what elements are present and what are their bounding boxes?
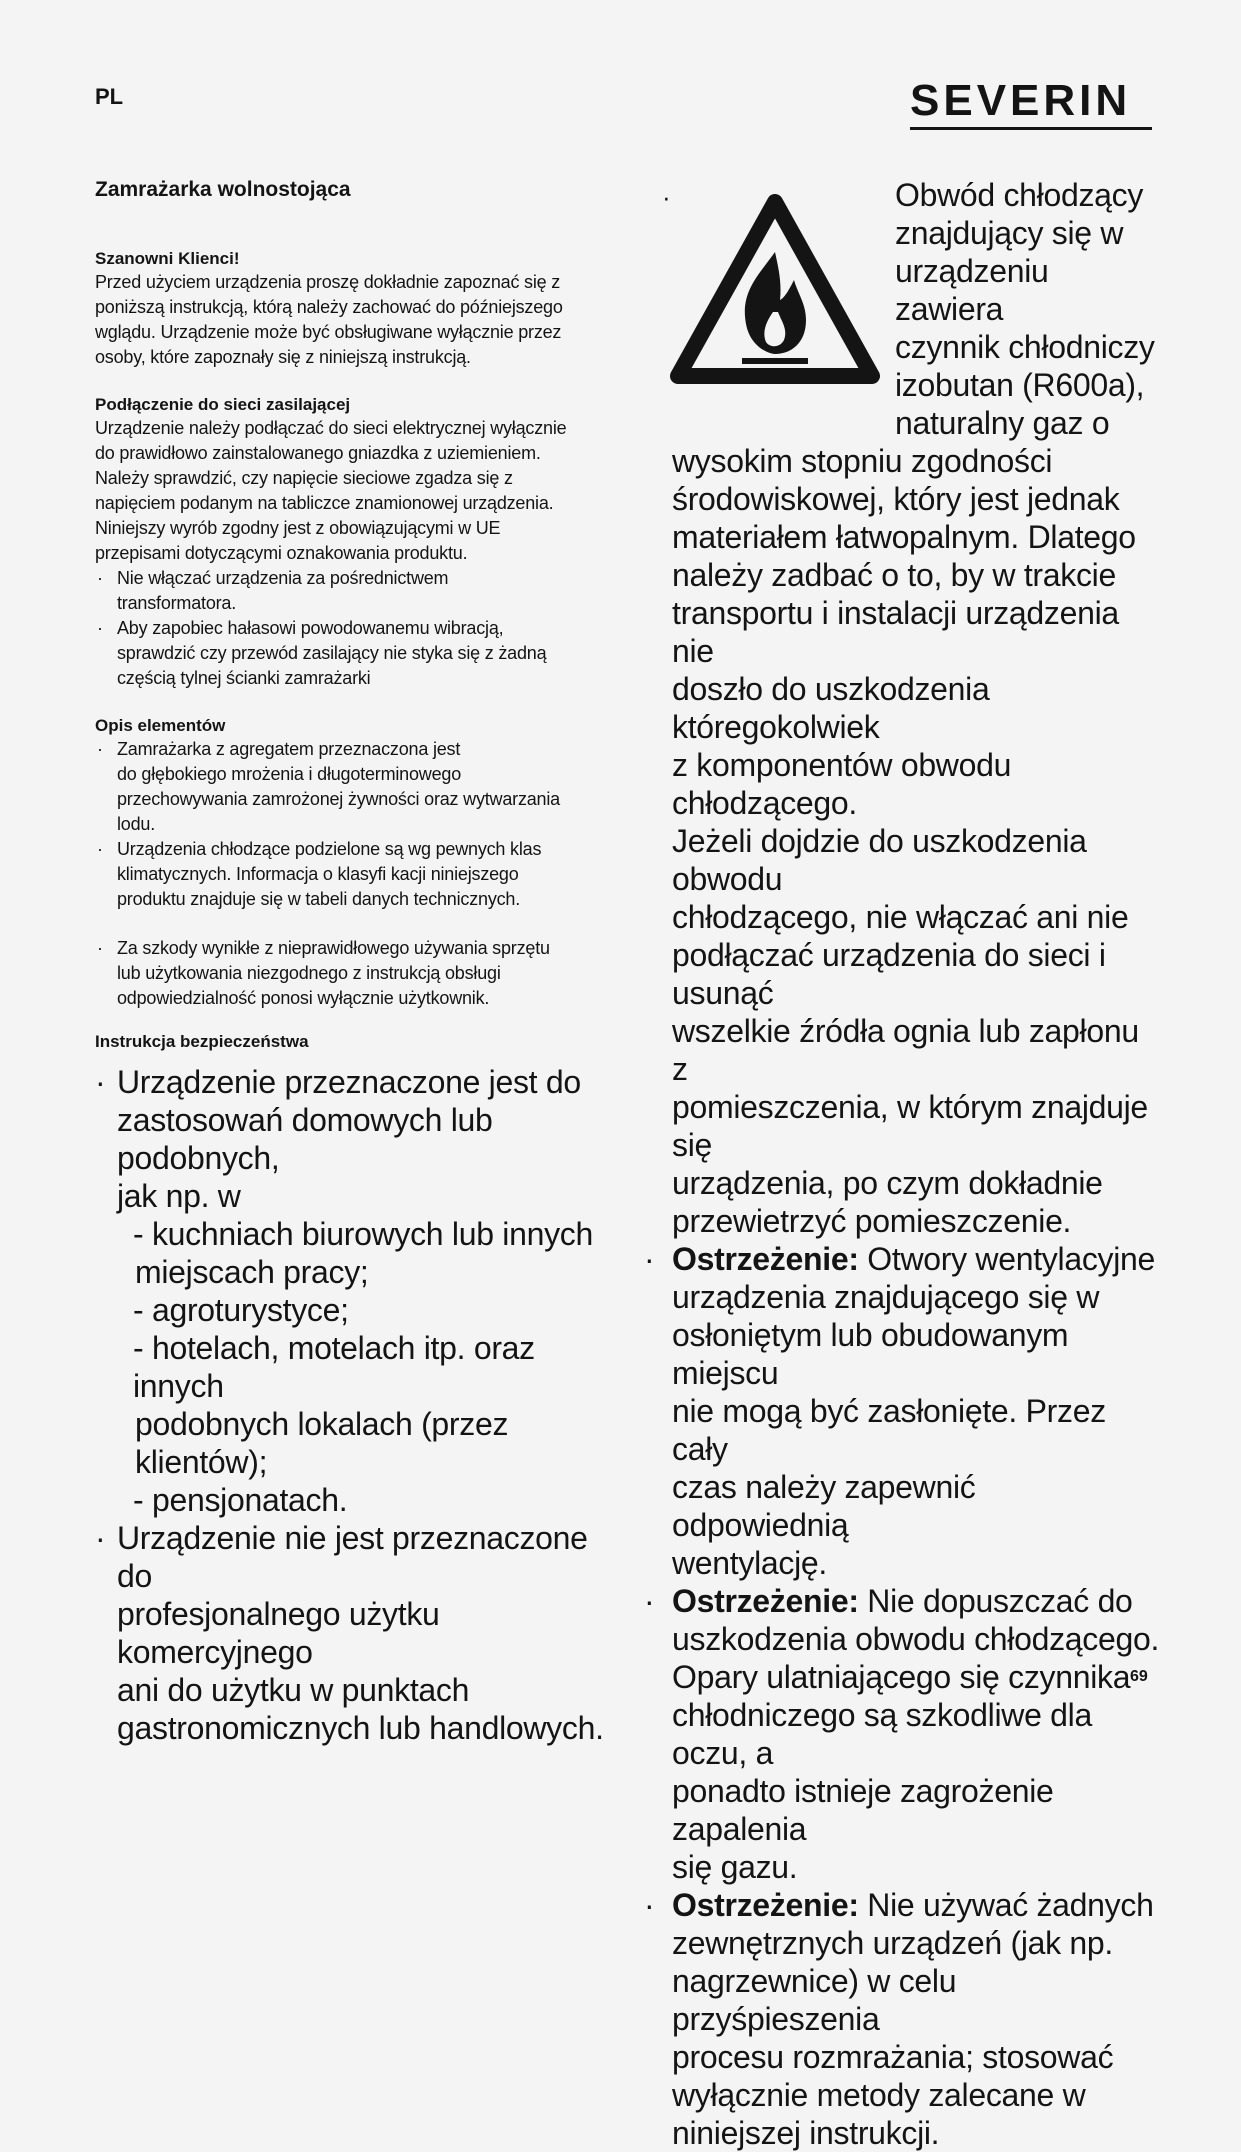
warning-item	[640, 1886, 1160, 2152]
text-line: czas należy zapewnić odpowiednią	[672, 1469, 976, 1543]
text-line: sprawdzić czy przewód zasilający nie styka się z żadną	[117, 643, 547, 663]
text-line: napięciem podanym na tabliczce znamionowej urządzenia.	[95, 493, 554, 513]
logo-underline	[910, 127, 1152, 130]
bullet-icon: ·	[95, 1064, 106, 1100]
text-line: miejscach pracy;	[135, 1254, 369, 1290]
text-line: nie mogą być zasłonięte. Przez cały	[672, 1393, 1106, 1467]
spacer	[95, 912, 615, 936]
text-line: podłączać urządzenia do sieci i usunąć	[672, 937, 1106, 1011]
language-code: PL	[95, 84, 124, 109]
text-line: Obwód chłodzący	[895, 177, 1144, 213]
text-line: poniższą instrukcją, którą należy zachować do późniejszego	[95, 297, 563, 317]
text-line: zewnętrznych urządzeń (jak np.	[672, 1925, 1114, 1961]
text-line: transformatora.	[117, 593, 237, 613]
text-line: produktu znajduje się w tabeli danych technicznych.	[117, 889, 521, 909]
text-line: materiałem łatwopalnym. Dlatego	[672, 519, 1136, 555]
text-line: należy zadbać o to, by w trakcie	[672, 557, 1116, 593]
text-line: lub użytkowania niezgodnego z instrukcją obsługi	[117, 963, 501, 983]
text-line: odpowiedzialność ponosi wyłącznie użytkownik.	[117, 988, 490, 1008]
list-item	[95, 837, 615, 912]
text-line: procesu rozmrażania; stosować	[672, 2039, 1114, 2075]
text-line: Niniejszy wyrób zgodny jest z obowiązującymi w UE	[95, 518, 501, 538]
text-line: pomieszczenia, w którym znajduje się	[672, 1089, 1148, 1163]
text-line: profesjonalnego użytku komercyjnego	[117, 1596, 440, 1670]
text-line: - agroturystyce;	[133, 1292, 349, 1328]
text-line: przewietrzyć pomieszczenie.	[672, 1203, 1072, 1239]
list-item	[95, 936, 615, 1011]
warning-item	[640, 1240, 1160, 1582]
text-line: gastronomicznych lub handlowych.	[117, 1710, 604, 1746]
text-line: zastosowań domowych lub podobnych,	[117, 1102, 493, 1176]
text-line: Nie włączać urządzenia za pośrednictwem	[117, 568, 449, 588]
text-line: Za szkody wynikłe z nieprawidłowego używania sprzętu	[117, 938, 550, 958]
list-item	[95, 1063, 615, 1519]
parts-text	[95, 737, 615, 1011]
right-column	[640, 176, 1160, 2152]
brand-logo	[910, 78, 1152, 130]
usage-sublist	[117, 1215, 615, 1519]
page-number: 69	[1130, 1668, 1148, 1685]
text-line: Urządzenia chłodzące podzielone są wg pewnych klas	[117, 839, 542, 859]
text-line: Nie używać żadnych	[867, 1887, 1154, 1923]
refrigerant-intro	[895, 176, 1160, 442]
text-line: naturalny gaz o	[895, 405, 1110, 441]
brand-name: SEVERIN	[910, 76, 1132, 125]
bullet-icon: ·	[644, 1241, 655, 1277]
bullet-icon: ·	[644, 1583, 655, 1619]
text-line: urządzeniu zawiera	[895, 253, 1049, 327]
text-line: osłoniętym lub obudowanym miejscu	[672, 1317, 1069, 1391]
text-line: nagrzewnice) w celu przyśpieszenia	[672, 1963, 957, 2037]
text-line: Jeżeli dojdzie do uszkodzenia obwodu	[672, 823, 1087, 897]
text-line: Przed użyciem urządzenia proszę dokładnie zapoznać się z	[95, 272, 561, 292]
bullet-icon: ·	[95, 1520, 106, 1556]
text-line: wysokim stopniu zgodności	[672, 443, 1053, 479]
text-line: Zamrażarka z agregatem przeznaczona jest	[117, 739, 461, 759]
text-line: Nie dopuszczać do	[867, 1583, 1133, 1619]
text-line: ponadto istnieje zagrożenie zapalenia	[672, 1773, 1054, 1847]
text-line: - hotelach, motelach itp. oraz innych	[133, 1330, 535, 1404]
text-line: izobutan (R600a),	[895, 367, 1145, 403]
text-line: znajdujący się w	[895, 215, 1124, 251]
text-line: do głębokiego mrożenia i długoterminowego	[117, 764, 462, 784]
text-line: urządzenia znajdującego się w	[672, 1279, 1100, 1315]
text-line: wentylację.	[672, 1545, 827, 1581]
text-line: wglądu. Urządzenie może być obsługiwane wyłącznie przez	[95, 322, 562, 342]
text-line: chłodzącego, nie włączać ani nie	[672, 899, 1129, 935]
text-line: - kuchniach biurowych lub innych	[133, 1216, 593, 1252]
text-line: ani do użytku w punktach	[117, 1672, 470, 1708]
bullet-icon: ·	[97, 739, 103, 759]
text-line: wyłącznie metody zalecane w	[672, 2077, 1086, 2113]
list-item	[95, 616, 615, 691]
greeting-heading: Szanowni Klienci!	[95, 249, 240, 268]
warning-label: Ostrzeżenie:	[672, 1241, 859, 1277]
bullet-icon: ·	[662, 182, 671, 212]
text-line: Urządzenie nie jest przeznaczone do	[117, 1520, 588, 1594]
greeting-text	[95, 270, 615, 370]
text-line: Opary ulatniającego się czynnika	[672, 1659, 1131, 1695]
text-line: wszelkie źródła ognia lub zapłonu z	[672, 1013, 1139, 1087]
text-line: podobnych lokalach (przez klientów);	[135, 1406, 509, 1480]
text-line: transportu i instalacji urządzenia nie	[672, 595, 1119, 669]
text-line: środowiskowej, który jest jednak	[672, 481, 1120, 517]
text-line: niniejszej instrukcji.	[672, 2115, 940, 2151]
bullet-icon: ·	[97, 568, 103, 588]
bullet-icon: ·	[97, 938, 103, 958]
text-line: urządzenia, po czym dokładnie	[672, 1165, 1103, 1201]
refrigerant-text	[640, 442, 1160, 1240]
text-line: uszkodzenia obwodu chłodzącego.	[672, 1621, 1160, 1657]
text-line: częścią tylnej ścianki zamrażarki	[117, 668, 371, 688]
parts-heading: Opis elementów	[95, 716, 226, 735]
document-title: Zamrażarka wolnostojąca	[95, 178, 351, 201]
bullet-icon: ·	[644, 1887, 655, 1923]
text-line: lodu.	[117, 814, 156, 834]
text-line: przechowywania zamrożonej żywności oraz wytwarzania	[117, 789, 560, 809]
text-line: doszło do uszkodzenia któregokolwiek	[672, 671, 990, 745]
text-line: się gazu.	[672, 1849, 798, 1885]
text-line: przepisami dotyczącymi oznakowania produktu.	[95, 543, 468, 563]
text-line: z komponentów obwodu chłodzącego.	[672, 747, 1012, 821]
text-line: osoby, które zapoznały się z niniejszą instrukcją.	[95, 347, 471, 367]
text-line: Otwory wentylacyjne	[867, 1241, 1156, 1277]
safety-text	[95, 1063, 615, 1747]
left-column	[95, 178, 615, 1747]
flammable-warning-icon	[670, 194, 880, 384]
power-text	[95, 416, 615, 691]
text-line: czynnik chłodniczy	[895, 329, 1155, 365]
text-line: jak np. w	[117, 1178, 241, 1214]
bullet-icon: ·	[97, 618, 103, 638]
list-item	[95, 737, 615, 837]
warning-label: Ostrzeżenie:	[672, 1887, 859, 1923]
bullet-icon: ·	[97, 839, 103, 859]
text-line: Aby zapobiec hałasowi powodowanemu wibracją,	[117, 618, 504, 638]
warning-item	[640, 1582, 1160, 1886]
list-item	[95, 1519, 615, 1747]
text-line: klimatycznych. Informacja o klasyfi kacji niniejszego	[117, 864, 519, 884]
power-heading: Podłączenie do sieci zasilającej	[95, 395, 351, 414]
safety-heading: Instrukcja bezpieczeństwa	[95, 1032, 309, 1051]
warning-label: Ostrzeżenie:	[672, 1583, 859, 1619]
text-line: Należy sprawdzić, czy napięcie sieciowe zgadza się z	[95, 468, 513, 488]
list-item	[95, 566, 615, 616]
text-line: chłodniczego są szkodliwe dla oczu, a	[672, 1697, 1092, 1771]
text-line: Urządzenie należy podłączać do sieci elektrycznej wyłącznie	[95, 418, 567, 438]
text-line: - pensjonatach.	[133, 1482, 348, 1518]
text-line: Urządzenie przeznaczone jest do	[117, 1064, 581, 1100]
text-line: do prawidłowo zainstalowanego gniazdka z uziemieniem.	[95, 443, 541, 463]
